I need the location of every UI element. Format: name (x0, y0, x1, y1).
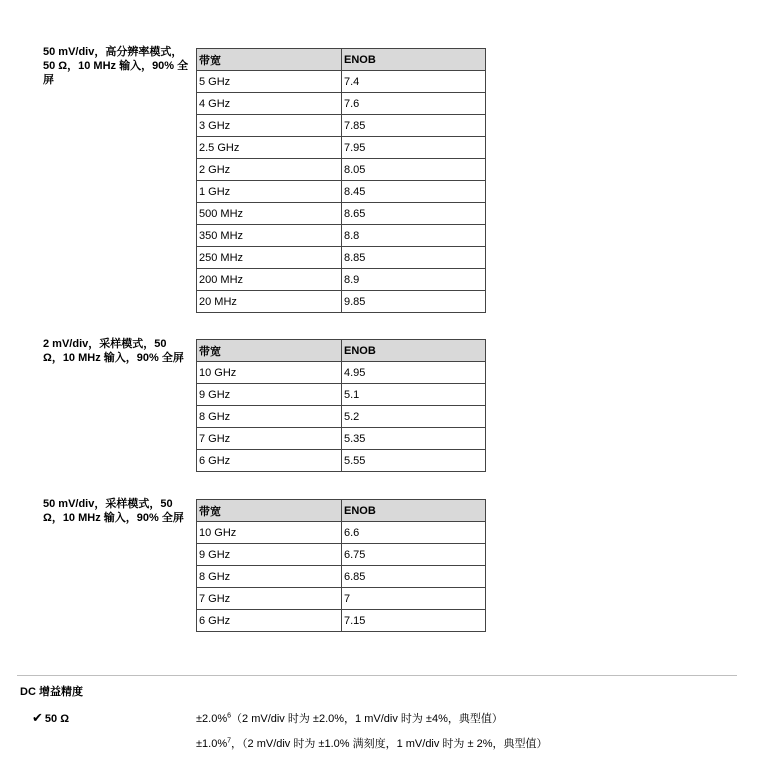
cell-bandwidth: 500 MHz (197, 203, 342, 225)
cell-bandwidth: 4 GHz (197, 93, 342, 115)
cell-enob: 5.2 (342, 406, 486, 428)
cell-bandwidth: 8 GHz (197, 566, 342, 588)
cell-enob: 7.95 (342, 137, 486, 159)
impedance-label: 50 Ω (44, 713, 70, 725)
cell-enob: 7.6 (342, 93, 486, 115)
cell-bandwidth: 1 GHz (197, 181, 342, 203)
table-row (197, 269, 486, 291)
cell-bandwidth: 10 GHz (197, 362, 342, 384)
cell-bandwidth: 5 GHz (197, 71, 342, 93)
cell-bandwidth: 200 MHz (197, 269, 342, 291)
table-row (197, 384, 486, 406)
table-row (197, 522, 486, 544)
cell-bandwidth: 6 GHz (197, 610, 342, 632)
dc-gain-value: ±1.0% (196, 738, 228, 750)
cell-bandwidth: 6 GHz (197, 450, 342, 472)
header-enob: ENOB (342, 49, 486, 71)
enob-table (196, 339, 486, 472)
cell-bandwidth: 7 GHz (197, 428, 342, 450)
cell-enob: 7.4 (342, 71, 486, 93)
table-row (197, 406, 486, 428)
table-row (197, 137, 486, 159)
table-row (197, 203, 486, 225)
cell-bandwidth: 3 GHz (197, 115, 342, 137)
header-bandwidth: 带宽 (197, 49, 342, 71)
enob-table (196, 499, 486, 632)
cell-enob: 7.15 (342, 610, 486, 632)
cell-bandwidth: 10 GHz (197, 522, 342, 544)
checkmark-icon: ✔ (32, 710, 43, 725)
table-row (197, 588, 486, 610)
table-row (197, 544, 486, 566)
cell-enob: 8.9 (342, 269, 486, 291)
table-row (197, 225, 486, 247)
dc-gain-value: ±2.0% (196, 713, 228, 725)
cell-enob: 9.85 (342, 291, 486, 313)
table-row (197, 291, 486, 313)
cell-enob: 6.75 (342, 544, 486, 566)
cell-bandwidth: 9 GHz (197, 384, 342, 406)
enob-table (196, 48, 486, 313)
dc-gain-line-2 (196, 735, 547, 751)
table-header-row (197, 340, 486, 362)
cell-enob: 8.85 (342, 247, 486, 269)
cell-enob: 6.6 (342, 522, 486, 544)
header-bandwidth: 带宽 (197, 500, 342, 522)
table-row (197, 362, 486, 384)
cell-bandwidth: 2.5 GHz (197, 137, 342, 159)
dc-gain-title: DC 增益精度 (20, 686, 83, 698)
cell-enob: 7.85 (342, 115, 486, 137)
table-row (197, 428, 486, 450)
dc-gain-detail: ，（2 mV/div 时为 ±1.0% 满刻度，1 mV/div 时为 ± 2%，典型值） (231, 738, 548, 750)
table-row (197, 181, 486, 203)
header-bandwidth: 带宽 (197, 340, 342, 362)
table-header-row (197, 500, 486, 522)
cell-bandwidth: 2 GHz (197, 159, 342, 181)
section-divider (17, 675, 737, 676)
table-row (197, 566, 486, 588)
footnote-ref: 6 (227, 712, 232, 720)
table-row (197, 450, 486, 472)
cell-bandwidth: 7 GHz (197, 588, 342, 610)
table-row (197, 71, 486, 93)
condition-label: 2 mV/div，采样模式，50 Ω，10 MHz 输入，90% 全屏 (43, 338, 184, 364)
cell-enob: 7 (342, 588, 486, 610)
cell-enob: 8.05 (342, 159, 486, 181)
cell-bandwidth: 350 MHz (197, 225, 342, 247)
cell-enob: 8.8 (342, 225, 486, 247)
cell-bandwidth: 8 GHz (197, 406, 342, 428)
cell-enob: 6.85 (342, 566, 486, 588)
cell-enob: 5.55 (342, 450, 486, 472)
table-header-row (197, 49, 486, 71)
condition-label: 50 mV/div，采样模式，50 Ω，10 MHz 输入，90% 全屏 (43, 498, 184, 524)
cell-enob: 5.1 (342, 384, 486, 406)
table-row (197, 159, 486, 181)
condition-label: 50 mV/div，高分辨率模式，50 Ω，10 MHz 输入，90% 全屏 (43, 46, 189, 86)
table-row (197, 610, 486, 632)
table-row (197, 115, 486, 137)
cell-enob: 4.95 (342, 362, 486, 384)
cell-bandwidth: 9 GHz (197, 544, 342, 566)
cell-enob: 8.45 (342, 181, 486, 203)
header-enob: ENOB (342, 340, 486, 362)
cell-bandwidth: 20 MHz (197, 291, 342, 313)
table-row (197, 93, 486, 115)
cell-enob: 5.35 (342, 428, 486, 450)
dc-gain-detail: （2 mV/div 时为 ±2.0%，1 mV/div 时为 ±4%，典型值） (231, 713, 503, 725)
dc-gain-line-1 (196, 710, 503, 726)
dc-gain-sublabel (32, 710, 69, 726)
cell-bandwidth: 250 MHz (197, 247, 342, 269)
header-enob: ENOB (342, 500, 486, 522)
footnote-ref: 7 (227, 737, 232, 745)
table-row (197, 247, 486, 269)
cell-enob: 8.65 (342, 203, 486, 225)
